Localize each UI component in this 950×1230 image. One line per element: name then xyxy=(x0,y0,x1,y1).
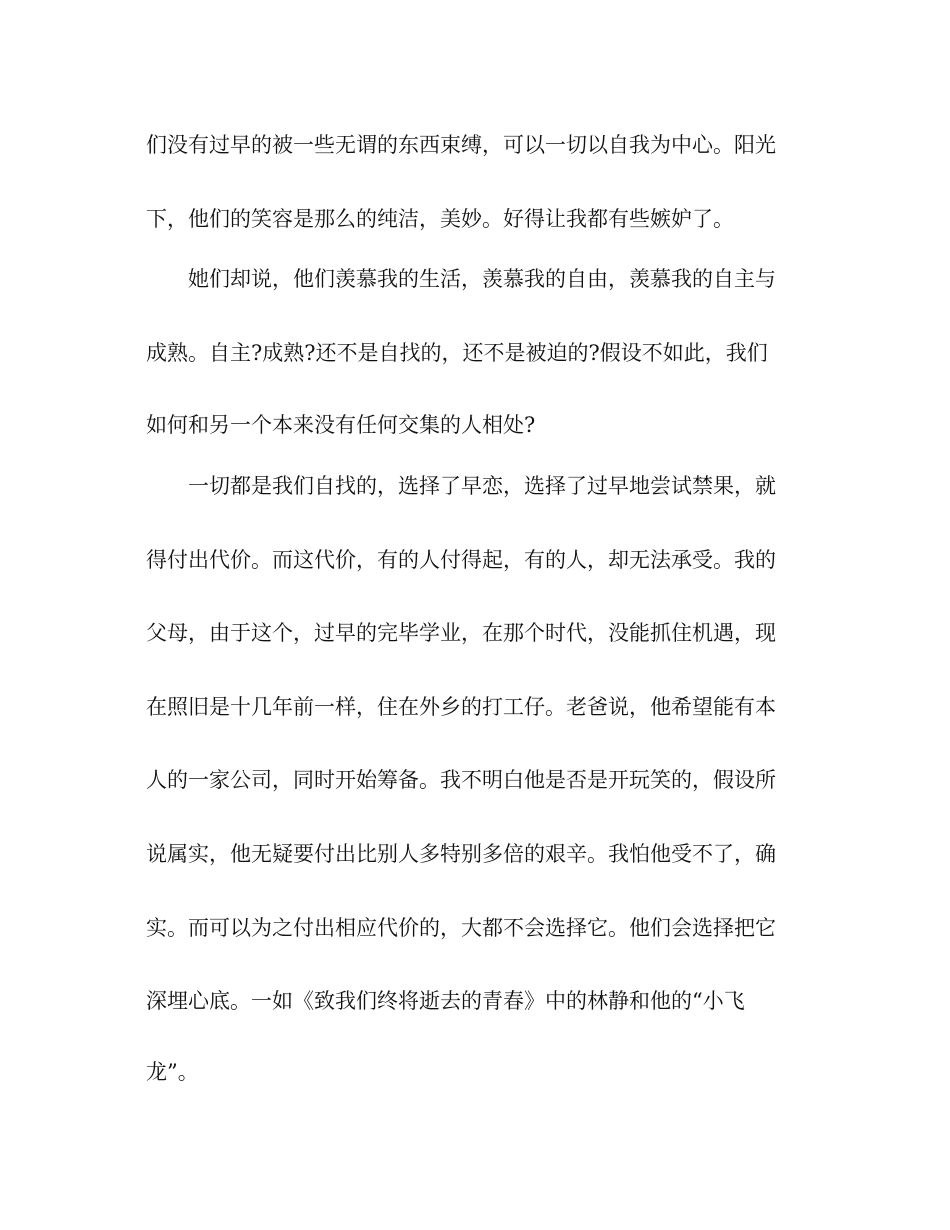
text-line: 父母，由于这个，过早的完毕学业，在那个时代，没能抓住机遇，现 xyxy=(146,621,776,645)
text-line: 深埋心底。一如《致我们终将逝去的青春》中的林静和他的“小飞 xyxy=(146,989,745,1013)
text-line: 实。而可以为之付出相应代价的，大都不会选择它。他们会选择把它 xyxy=(146,916,776,940)
text-line: 得付出代价。而这代价，有的人付得起，有的人，却无法承受。我的 xyxy=(146,548,776,572)
text-line: 们没有过早的被一些无谓的东西束缚，可以一切以自我为中心。阳光 xyxy=(146,133,776,157)
text-line: 下，他们的笑容是那么的纯洁，美妙。好得让我都有些嫉妒了。 xyxy=(146,207,734,231)
text-line: 成熟。自主?成熟?还不是自找的，还不是被迫的?假设不如此，我们 xyxy=(146,341,768,365)
text-line: 如何和另一个本来没有任何交集的人相处? xyxy=(146,413,536,437)
text-line: 龙”。 xyxy=(146,1060,199,1084)
text-line: 人的一家公司，同时开始筹备。我不明白他是否是开玩笑的，假设所 xyxy=(146,768,776,792)
paragraph-first-line: 一切都是我们自找的，选择了早恋，选择了过早地尝试禁果，就 xyxy=(188,474,776,498)
paragraph-first-line: 她们却说，他们羡慕我的生活，羡慕我的自由，羡慕我的自主与 xyxy=(188,267,776,291)
text-line: 说属实，他无疑要付出比别人多特别多倍的艰辛。我怕他受不了，确 xyxy=(146,842,776,866)
text-line: 在照旧是十几年前一样，住在外乡的打工仔。老爸说，他希望能有本 xyxy=(146,695,776,719)
